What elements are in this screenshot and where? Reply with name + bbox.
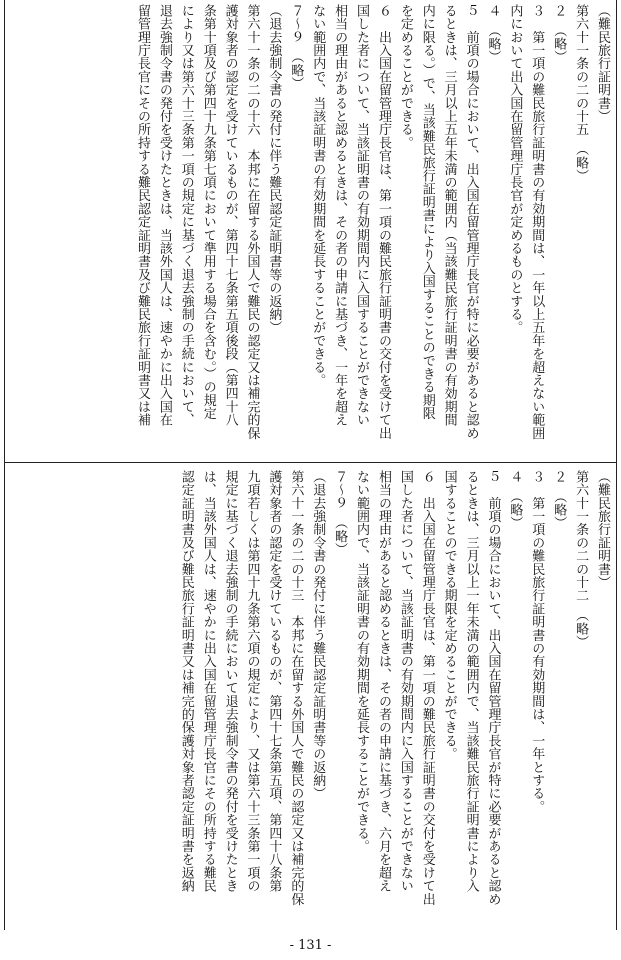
text-line: 第六十一条の二の十五 （略）: [573, 4, 589, 183]
text-line: ５ 前項の場合において、出入国在留管理庁長官が特に必要があると認め: [463, 4, 479, 440]
text-line: を定めることができる。: [397, 4, 413, 150]
bottom-section: [8, 470, 613, 922]
text-line: ない範囲内で、当該証明書の有効期間を延長することができる。: [354, 470, 370, 853]
text-line: により又は第六十三条第一項の規定に基づく退去強制の手続において、: [178, 4, 194, 427]
text-line: ６ 出入国在留管理庁長官は、第一項の難民旅行証明書の交付を受けて出: [375, 4, 391, 440]
text-line: 国した者について、当該証明書の有効期間内に入国することができない: [354, 4, 370, 427]
text-line: 国することのできる期限を定めることができる。: [441, 470, 457, 761]
text-line: ２ （略）: [551, 4, 567, 64]
text-line: ２ （略）: [551, 470, 567, 530]
top-text-block: [8, 4, 613, 456]
page-left-border: [4, 0, 5, 930]
section-divider: [4, 462, 617, 463]
text-line: ５ 前項の場合において、出入国在留管理庁長官が特に必要があると認め: [485, 470, 501, 906]
text-line: 内に限る。）で、当該難民旅行証明書により入国することのできる期限: [419, 4, 435, 420]
text-line: 規定に基づく退去強制の手続において退去強制令書の発付を受けたとき: [222, 470, 238, 893]
text-line: 退去強制令書の発付を受けたときは、当該外国人は、速やかに出入国在: [156, 4, 172, 427]
page-right-border: [616, 0, 617, 930]
text-line: ７〜９ （略）: [332, 470, 348, 556]
text-line: ない範囲内で、当該証明書の有効期間を延長することができる。: [310, 4, 326, 387]
text-line: （退去強制令書の発付に伴う難民認定証明書等の返納）: [310, 470, 326, 800]
text-line: 認定証明書及び難民旅行証明書又は補完的保護対象者認定証明書を返納: [178, 470, 194, 893]
top-section: [8, 4, 613, 456]
text-line: （難民旅行証明書）: [595, 470, 610, 589]
text-line: 護対象者の認定を受けているものが、第四十七条第五項後段（第四十八: [222, 4, 238, 427]
text-line: 九項若しくは第四十九条第六項の規定により、又は第六十三条第一項の: [244, 470, 260, 893]
text-line: 護対象者の認定を受けているものが、第四十七条第五項、第四十八条第: [266, 470, 282, 893]
text-line: 相当の理由があると認めるときは、その者の申請に基づき、六月を超え: [375, 470, 391, 893]
text-line: 相当の理由があると認めるときは、その者の申請に基づき、一年を超え: [332, 4, 348, 427]
text-line: るときは、三月以上一年未満の範囲内で、当該難民旅行証明書により入: [463, 470, 479, 893]
text-line: るときは、三月以上五年未満の範囲内（当該難民旅行証明書の有効期間: [441, 4, 457, 427]
text-line: ６ 出入国在留管理庁長官は、第一項の難民旅行証明書の交付を受けて出: [419, 470, 435, 906]
text-line: 留管理庁長官にその所持する難民認定証明書及び難民旅行証明書又は補: [134, 4, 150, 427]
text-line: ４ （略）: [507, 470, 523, 530]
bottom-text-block: [8, 470, 613, 922]
text-line: 第六十一条の二の十三 本邦に在留する外国人で難民の認定又は補完的保: [288, 470, 304, 906]
page-number: - 131 -: [289, 938, 332, 953]
text-line: ７〜９ （略）: [288, 4, 304, 90]
text-line: は、当該外国人は、速やかに出入国在留管理庁長官にその所持する難民: [200, 470, 216, 893]
text-line: ３ 第一項の難民旅行証明書の有効期間は、一年とする。: [529, 470, 545, 814]
text-line: ４ （略）: [485, 4, 501, 64]
text-line: 条第十項及び第四十九条第七項において準用する場合を含む。）の規定: [200, 4, 216, 420]
text-line: 内において出入国在留管理庁長官が定めるものとする。: [507, 4, 523, 334]
text-line: （退去強制令書の発付に伴う難民認定証明書等の返納）: [266, 4, 282, 334]
text-line: ３ 第一項の難民旅行証明書の有効期間は、一年以上五年を超えない範囲: [529, 4, 545, 440]
text-line: 第六十一条の二の十二 （略）: [573, 470, 589, 649]
text-line: 国した者について、当該証明書の有効期間内に入国することができない: [397, 470, 413, 893]
text-line: （難民旅行証明書）: [595, 4, 610, 123]
text-line: 第六十一条の二の十六 本邦に在留する外国人で難民の認定又は補完的保: [244, 4, 260, 440]
